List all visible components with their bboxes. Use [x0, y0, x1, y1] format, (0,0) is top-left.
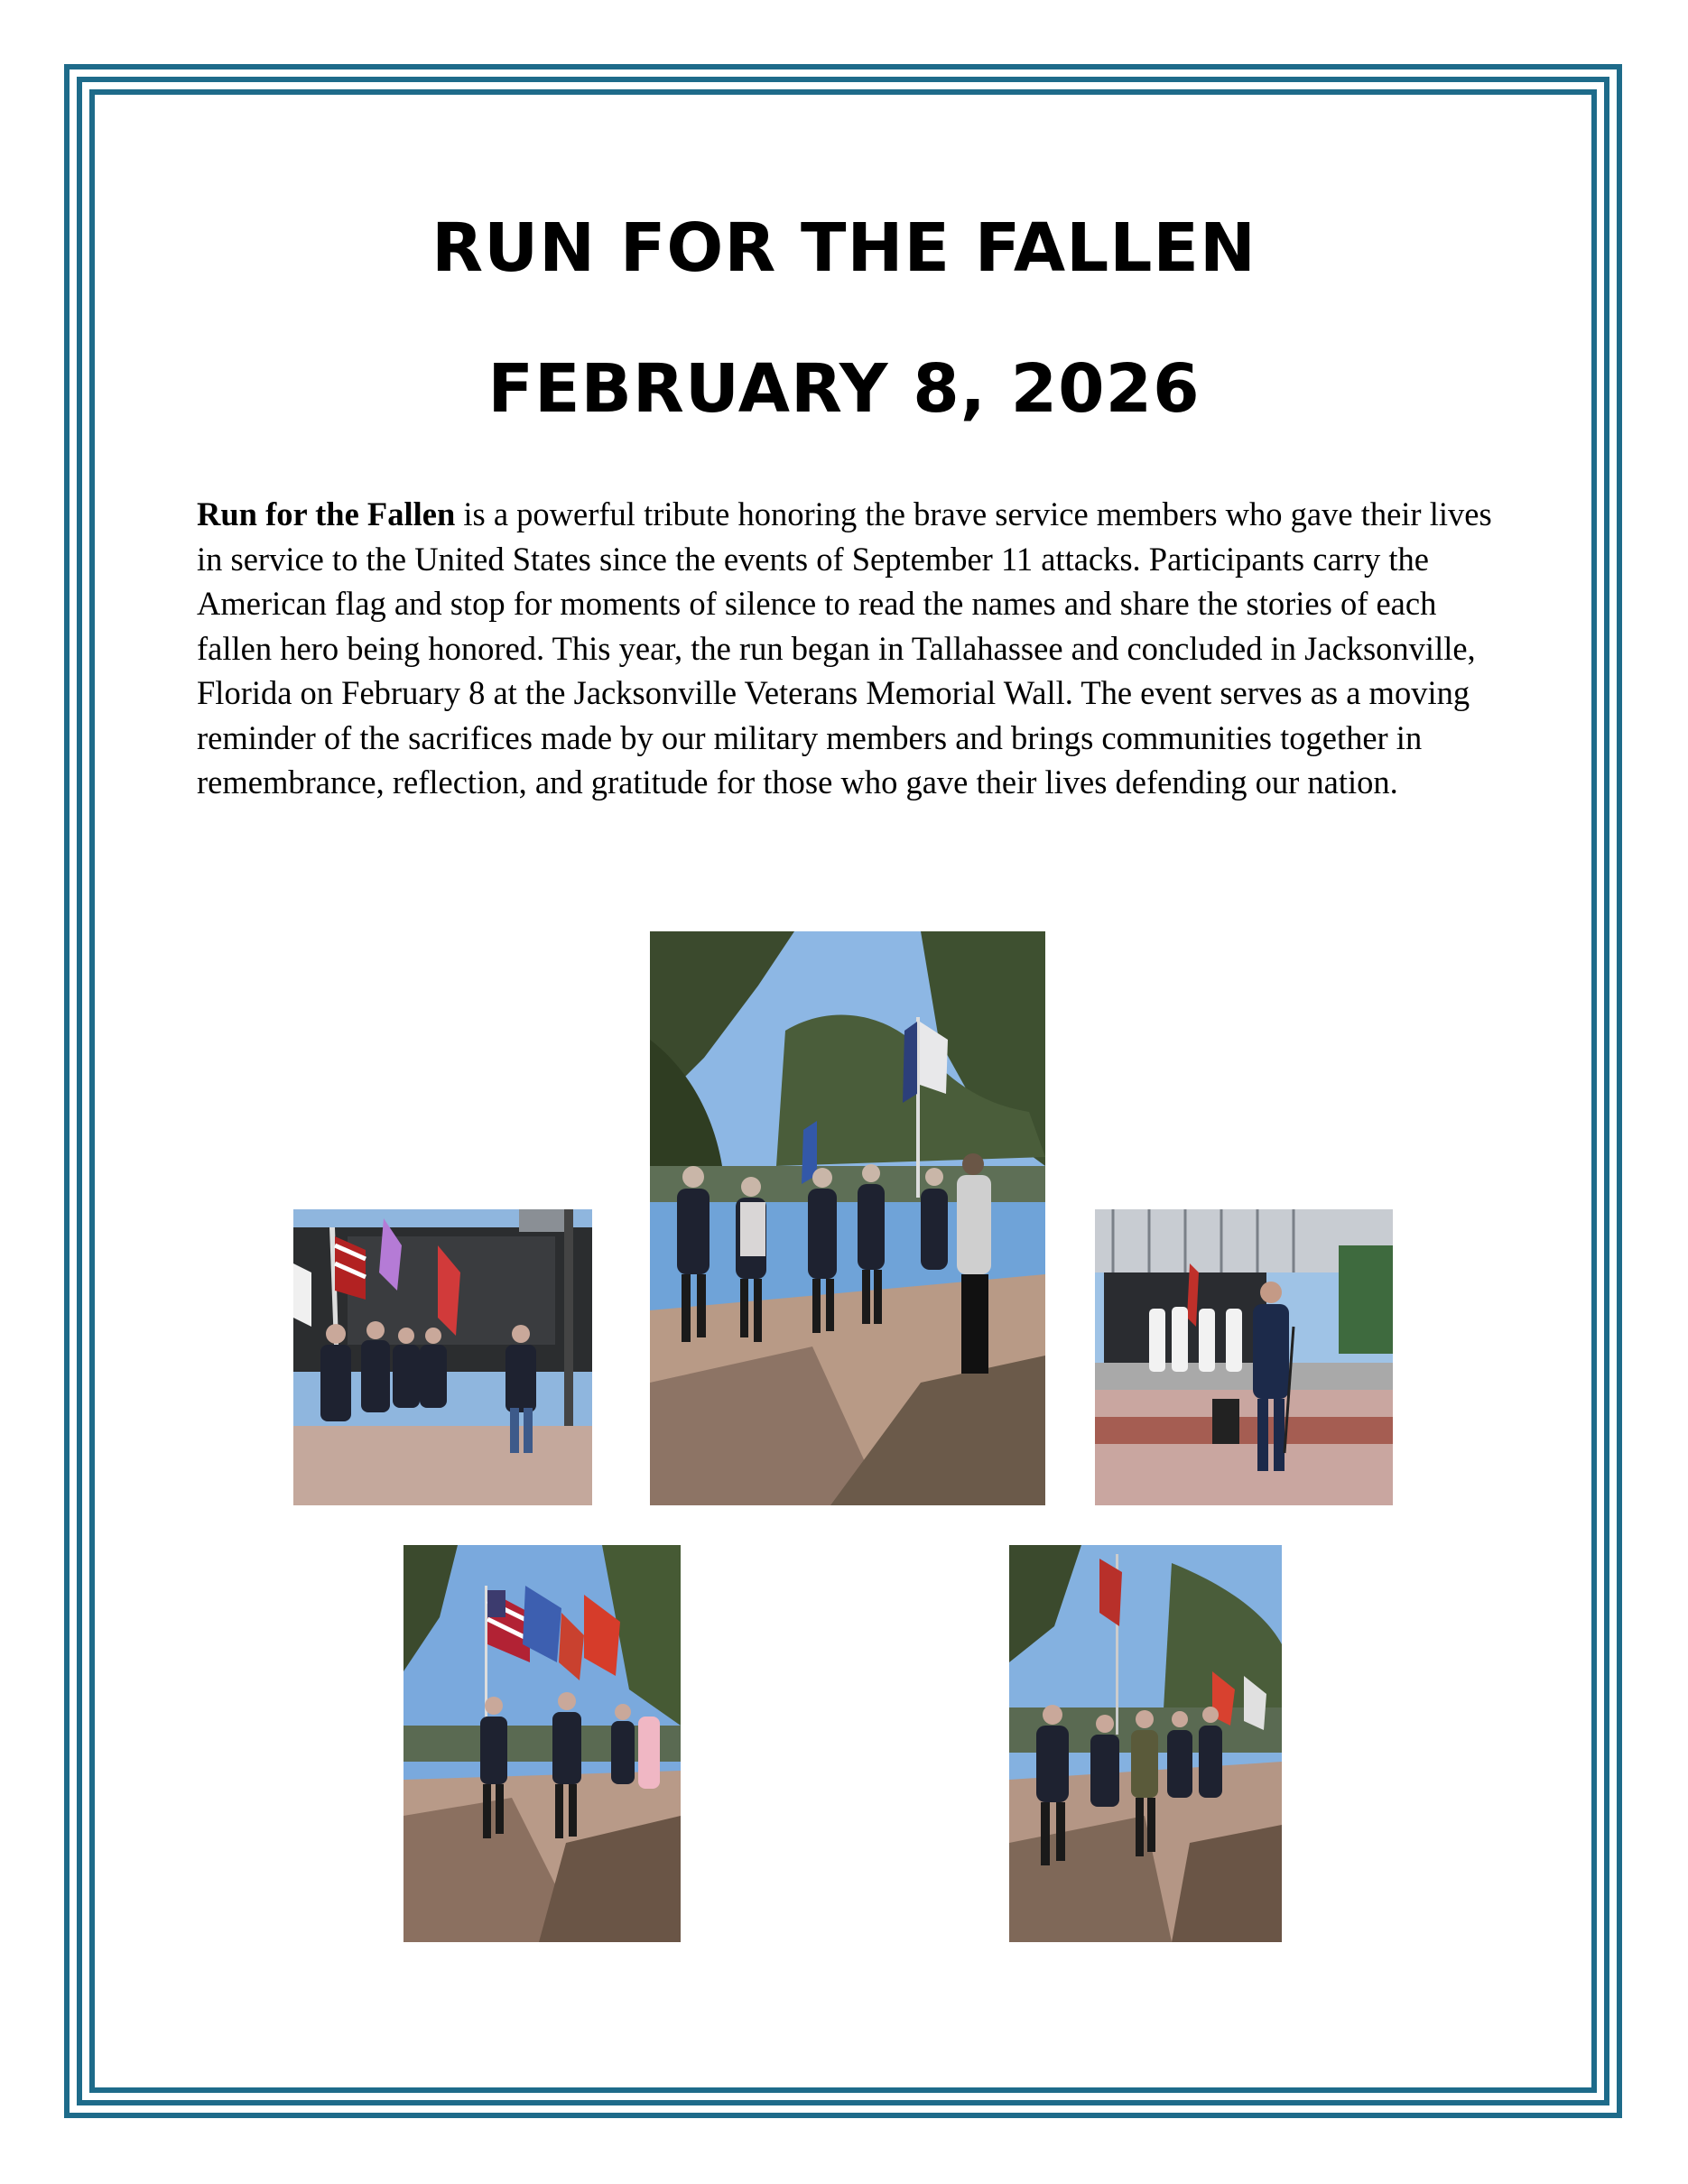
photo-memorial-wall-group — [293, 1209, 592, 1505]
event-date: FEBRUARY 8, 2026 — [487, 350, 1201, 428]
event-description — [197, 492, 1515, 805]
photo-marchers-walkway — [650, 931, 1045, 1505]
event-name-bold: Run for the Fallen — [197, 495, 456, 532]
photo-walkers-red-flag — [1009, 1545, 1282, 1942]
photo-speaker-ceremony — [1095, 1209, 1393, 1505]
event-title: RUN FOR THE FALLEN — [431, 209, 1257, 287]
description-text: is a powerful tribute honoring the brave service members who gave their lives in service to the United States since the events of September 11 attacks. Participants carry the American flag and stop for moments of silence to read the names and share the stories of each fallen hero being honored. This year, the run began in Tallahassee and concluded in Jacksonville, Florida on February 8 at the Jacksonville Veterans Memorial Wall. The event serves as a moving reminder of the sacrifices made by our military members and brings communities together in remembrance, reflection, and gratitude for those who gave their lives defending our nation. — [197, 495, 1492, 800]
photo-flag-bearers — [403, 1545, 681, 1942]
